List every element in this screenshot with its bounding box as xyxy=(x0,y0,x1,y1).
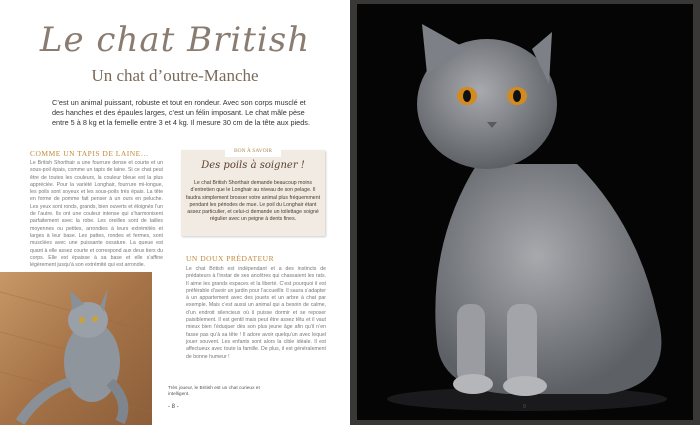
photo-caption: Très joueur, le British est un chat curieux et intelligent. xyxy=(168,386,260,397)
info-box-title: Des poils à soigner ! xyxy=(201,160,305,171)
intro-paragraph: C’est un animal puissant, robuste et tout en rondeur. Avec son corps musclé et des hanches et des épaules larges, c’est un félin imposant. Le chat mâle pèse entre 5 à 8 kg et la femelle entre 3 et 4 kg. Il mesure 30 cm de la tête aux pieds. xyxy=(52,98,310,127)
section-heading-predateur: UN DOUX PRÉDATEUR xyxy=(186,254,275,263)
section-heading-laine: COMME UN TAPIS DE LAINE… xyxy=(30,149,149,158)
info-box-tag: BON À SAVOIR xyxy=(225,146,281,157)
page-number-left: - 8 - xyxy=(168,404,179,410)
section-body-predateur: Le chat British est indépendant et a des instincts de prédateurs à l’instar de ses ancêtres qui chassaient les rats. Il aime les grands espaces et la liberté. C’est pourquoi il est préférable d’avoir un jardin pour l’accueillir. Il saura s’adapter à un appartement avec des jouets et un arbre à chat par exemple. Mais c’est aussi un animal qui a besoin de calme, d’un endroit silencieux où il puisse dormir et se reposer paisiblement. Il est gentil mais peut être assez têtu et il vaut mieux bien l’éduquer dès son plus jeune âge afin qu’il n’en fasse pas qu’à sa tête ! Il adore avoir quelqu’un avec lequel jouer souvent. Les enfants sont alors la cible idéale. Il est affectueux avec toute la famille. De plus, il est généralement de bonne humeur ! xyxy=(186,266,326,360)
cat-photo xyxy=(357,4,693,420)
page-subtitle: Un chat d’outre-Manche xyxy=(91,66,259,85)
info-box-body: Le chat British Shorthair demande beaucoup moins d’entretien que le Longhair au niveau de son pelage. Il faudra simplement brosser votre animal plus fréquemment pendant les périodes de mue. Le poil du Longhair étant assez particulier, et celui-ci demande un toilettage soigné régulier avec un peigne à dents fines. xyxy=(185,180,321,223)
kitten-photo xyxy=(0,272,152,425)
section-body-laine: Le British Shorthair a une fourrure dense et courte et un sous-poil épais, comme un tapis de laine. Si ce chat peut être de toutes les couleurs, la couleur bleue est la plus appréciée. Pour la variété Longhair, fourrure mi-longue, les poils sont soyeux et les sous-poils très épais. La tête en forme de pomme fait penser à un ours en peluche. Les yeux sont ronds, grands, bien ouverts et éloignés l’un de l’autre. Ils ont une couleur intense qui s’harmonisent parfaitement avec la robe. Les oreilles sont de tailles moyennes ou petites, arrondies à leurs extrémités et larges à leur base. Les pattes, rondes et fermes, sont musclées avec une puissante ossature. La queue est quant à elle assez courte et correspond aux deux tiers du corps. Elle est épaisse à sa base et elle s’affine légèrement jusqu’à son extrémité qui est arrondie. xyxy=(30,160,163,269)
info-box xyxy=(181,150,325,236)
page-title: Le chat British xyxy=(39,20,311,60)
page-number-right: 9 xyxy=(523,404,526,410)
